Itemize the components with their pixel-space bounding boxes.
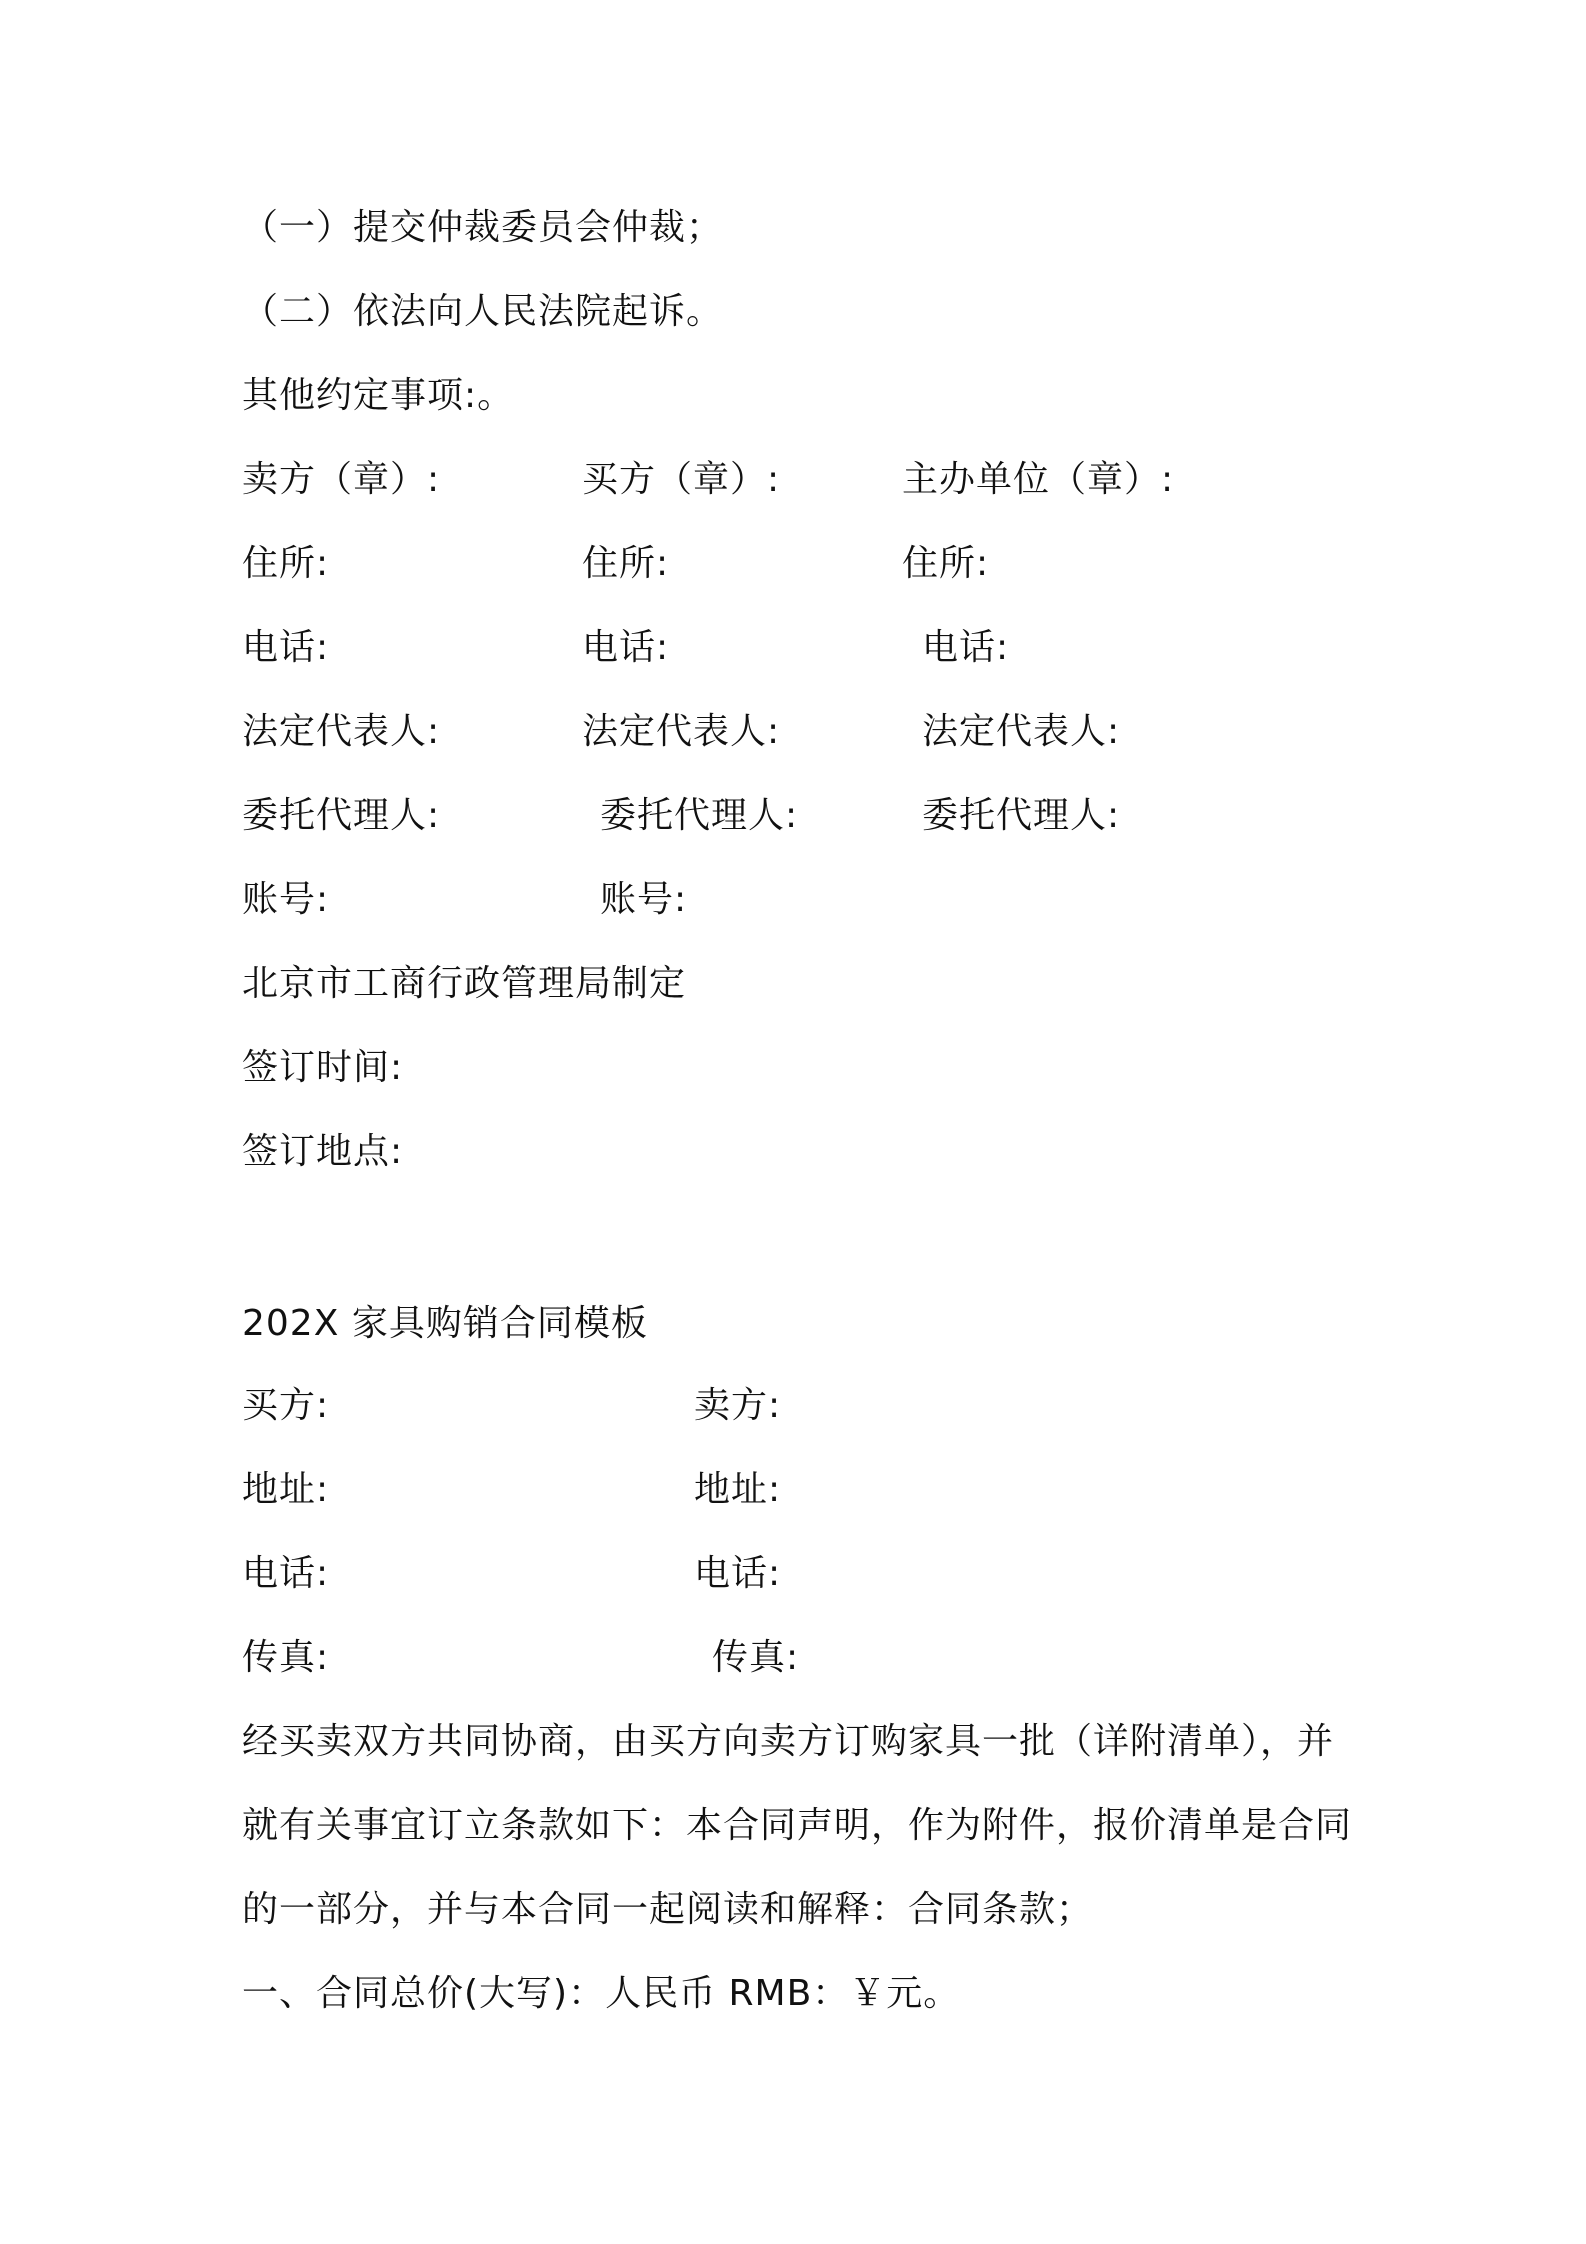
seller-account-label: 账号:	[242, 879, 330, 920]
issuer-text: 北京市工商行政管理局制定	[242, 963, 687, 1004]
clause-total-price: 一、合同总价(大写)：人民币 RMB：￥元。	[242, 1973, 961, 2014]
contract-body-line-1: 经买卖双方共同协商，由买方向卖方订购家具一批（详附清单），并	[242, 1721, 1335, 1762]
seller-legal-rep-label: 法定代表人:	[242, 711, 441, 752]
host-legal-rep-label: 法定代表人:	[922, 711, 1121, 752]
seller-address-label: 住所:	[242, 543, 330, 584]
seller-address-label-2: 地址:	[694, 1469, 782, 1510]
seller-label: 卖方:	[694, 1385, 782, 1426]
buyer-address-label: 住所:	[582, 543, 670, 584]
host-address-label: 住所:	[902, 543, 990, 584]
seller-phone-label-2: 电话:	[694, 1553, 782, 1594]
buyer-fax-label: 传真:	[242, 1637, 330, 1678]
host-seal-label: 主办单位（章）:	[902, 459, 1175, 500]
buyer-legal-rep-label: 法定代表人:	[582, 711, 781, 752]
buyer-phone-label: 电话:	[582, 627, 670, 668]
dispute-option-arbitration: （一）提交仲裁委员会仲裁；	[242, 207, 724, 248]
buyer-phone-label-2: 电话:	[242, 1553, 330, 1594]
buyer-seal-label: 买方（章）:	[582, 459, 781, 500]
sign-place-label: 签订地点:	[242, 1131, 404, 1172]
other-terms-label: 其他约定事项:。	[242, 375, 515, 416]
buyer-agent-label: 委托代理人:	[600, 795, 799, 836]
seller-agent-label: 委托代理人:	[242, 795, 441, 836]
host-agent-label: 委托代理人:	[922, 795, 1121, 836]
contract-body-line-3: 的一部分，并与本合同一起阅读和解释：合同条款；	[242, 1889, 1094, 1930]
contract-body-line-2: 就有关事宜订立条款如下：本合同声明，作为附件，报价清单是合同	[242, 1805, 1353, 1846]
dispute-option-court: （二）依法向人民法院起诉。	[242, 291, 724, 332]
contract-title: 202X 家具购销合同模板	[242, 1303, 648, 1344]
seller-seal-label: 卖方（章）:	[242, 459, 441, 500]
host-phone-label: 电话:	[922, 627, 1010, 668]
sign-time-label: 签订时间:	[242, 1047, 404, 1088]
buyer-account-label: 账号:	[600, 879, 688, 920]
seller-phone-label: 电话:	[242, 627, 330, 668]
seller-fax-label: 传真:	[712, 1637, 800, 1678]
buyer-label: 买方:	[242, 1385, 330, 1426]
buyer-address-label-2: 地址:	[242, 1469, 330, 1510]
